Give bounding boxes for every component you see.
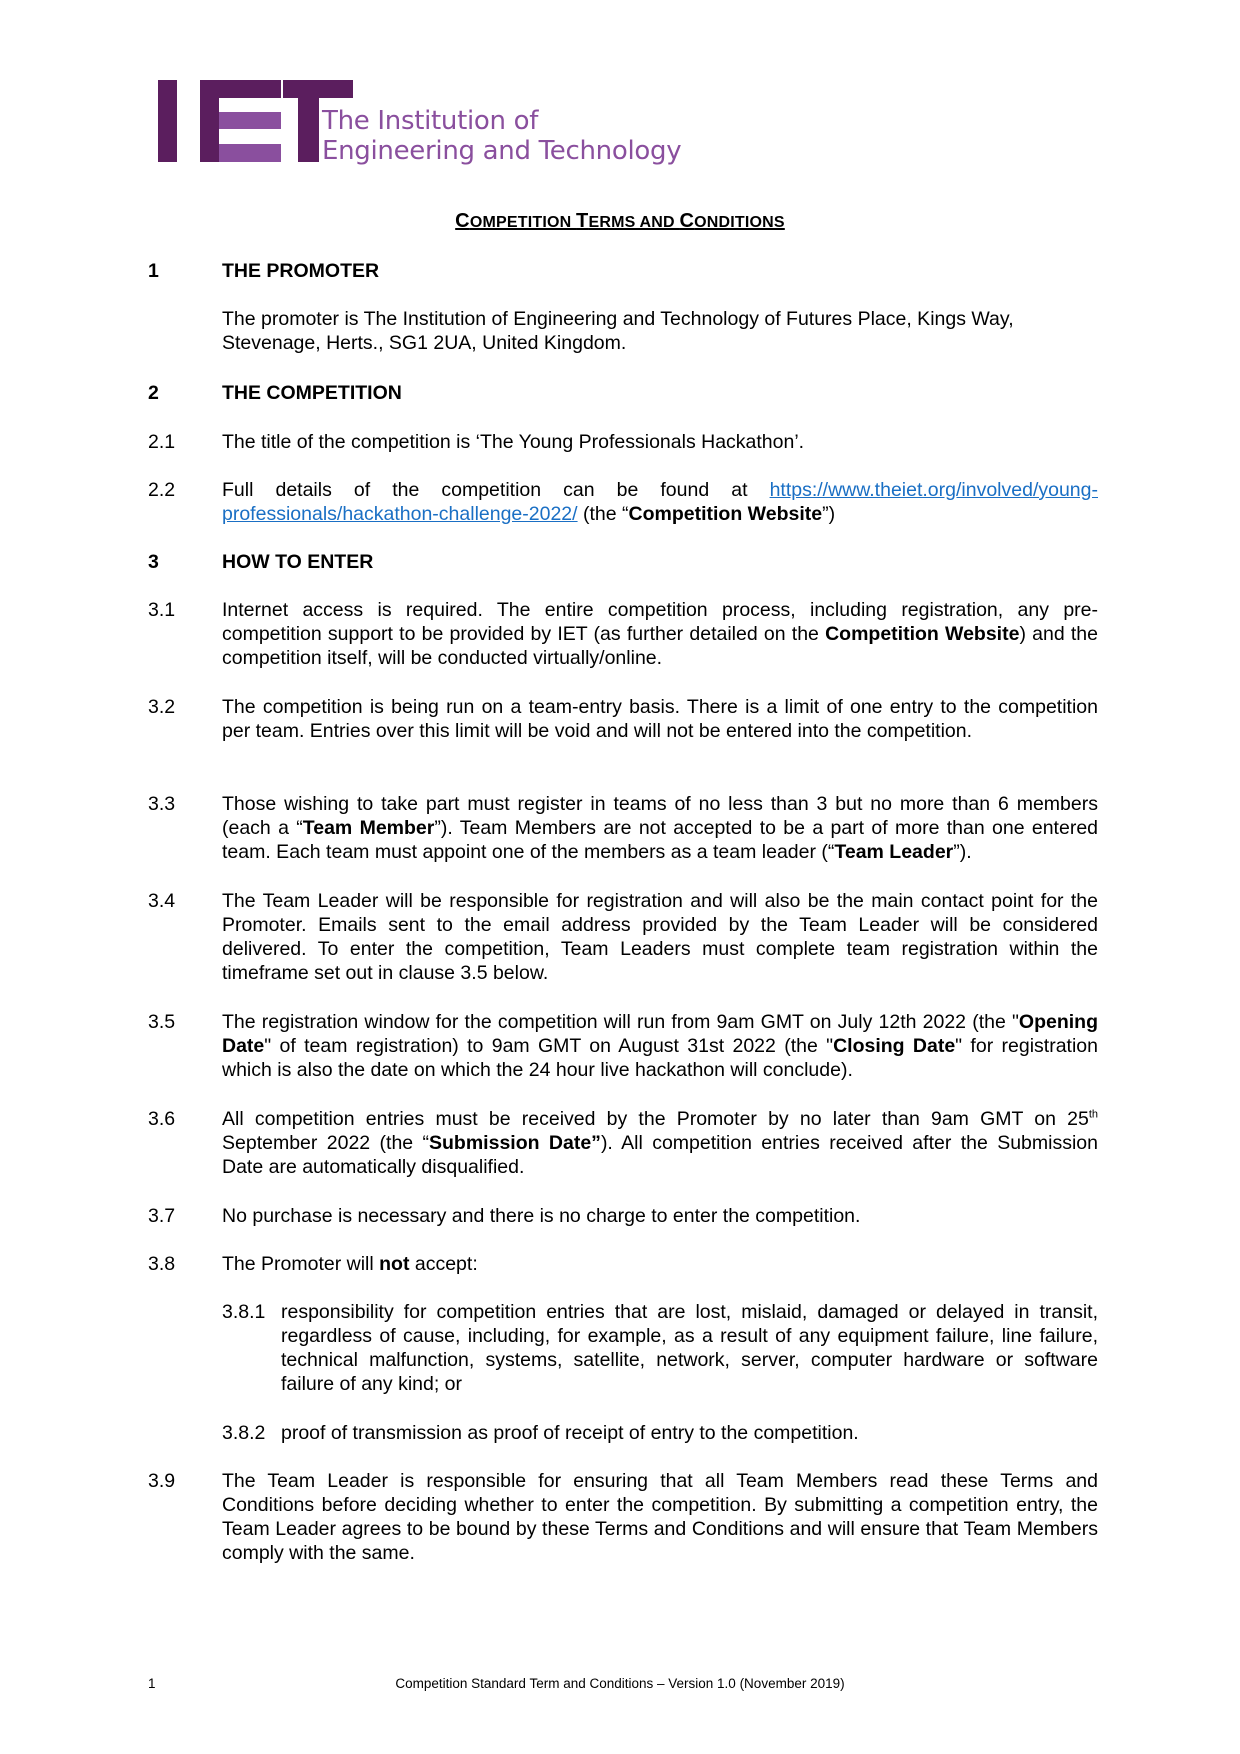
- clause-text: The promoter is The Institution of Engineering and Technology of Futures Place, Kings Way, Stevenage, Herts., SG1 2UA, United Kingdom.: [222, 308, 1014, 354]
- section-number: 2: [148, 382, 159, 404]
- logo-line-2: Engineering and Technology: [322, 136, 682, 166]
- clause-number: 2.2: [148, 479, 176, 501]
- clause-text: The Team Leader is responsible for ensuring that all Team Members read these Terms and Conditions before deciding whether to enter the competition. By submitting a competition entry, the Team Leader agrees to be bound by these Terms and Conditions and will ensure that Team Members comply with the same.: [222, 1470, 1098, 1564]
- clause-text: The competition is being run on a team-entry basis. There is a limit of one entry to the competition per team. Entries over this limit will be void and will not be entered into the competition.: [222, 696, 1098, 742]
- clause-number: 3.2: [148, 696, 176, 718]
- clause-text: Those wishing to take part must register in teams of no less than 3 but no more than 6 members (each a “Team Member”). Team Members are not accepted to be a part of more than one entered team. Each team must appoint one of the members as a team leader (“Team Leader”).: [222, 793, 1099, 863]
- clause-text: No purchase is necessary and there is no charge to enter the competition.: [222, 1205, 861, 1227]
- clause-number: 3.4: [148, 890, 176, 912]
- section-number: 3: [148, 551, 159, 573]
- logo-wordmark: [322, 106, 681, 166]
- clause-text: The Promoter will not accept:: [222, 1253, 478, 1275]
- clause-text: The title of the competition is ‘The Young Professionals Hackathon’.: [222, 431, 805, 453]
- clause-text: Full details of the competition can be found at https://www.theiet.org/involved/young-professionals/hackathon-challenge-2022/ (the “Competition Website”): [222, 479, 1098, 525]
- clause-number: 3.6: [148, 1108, 176, 1130]
- clause-text: All competition entries must be received by the Promoter by no later than 9am GMT on 25th September 2022 (the “Submission Date”). All competition entries received after the Submission Date are automatically disqualified.: [222, 1108, 1098, 1178]
- clause-number: 3.7: [148, 1205, 176, 1227]
- clause-text: The Team Leader will be responsible for registration and will also be the main contact point for the Promoter. Emails sent to the email address provided by the Team Leader will be considered delivered. To enter the competition, Team Leaders must complete team registration within the timeframe set out in clause 3.5 below.: [222, 890, 1098, 984]
- subclause-text: responsibility for competition entries that are lost, mislaid, damaged or delayed in transit, regardless of cause, including, for example, as a result of any equipment failure, line failure, technical malfunction, systems, satellite, network, server, computer hardware or software failure of any kind; or: [281, 1301, 1098, 1395]
- clause-number: 3.8: [148, 1253, 176, 1275]
- clause-number: 3.9: [148, 1470, 176, 1492]
- section-number: 1: [148, 260, 159, 282]
- footer-text: Competition Standard Term and Conditions – Version 1.0 (November 2019): [395, 1676, 845, 1691]
- subclause-number: 3.8.1: [222, 1301, 266, 1323]
- page-title: COMPETITION TERMS AND CONDITIONS: [455, 210, 785, 232]
- clause-text: The registration window for the competition will run from 9am GMT on July 12th 2022 (the "Opening Date" of team registration) to 9am GMT on August 31st 2022 (the "Closing Date" for registration which is also the date on which the 24 hour live hackathon will conclude).: [222, 1011, 1098, 1081]
- section-heading: HOW TO ENTER: [222, 551, 374, 573]
- clause-number: 3.1: [148, 599, 176, 621]
- subclause-number: 3.8.2: [222, 1422, 266, 1444]
- competition-website-link[interactable]: https://www.theiet.org/involved/young-professionals/hackathon-challenge-2022/: [222, 479, 1098, 525]
- subclause-text: proof of transmission as proof of receipt of entry to the competition.: [281, 1422, 859, 1444]
- section-heading: THE COMPETITION: [222, 382, 402, 404]
- section-heading: THE PROMOTER: [222, 260, 380, 282]
- page-number: 1: [148, 1676, 156, 1691]
- logo-line-1: The Institution of: [322, 106, 539, 136]
- clause-number: 3.5: [148, 1011, 176, 1033]
- clause-number: 2.1: [148, 431, 176, 453]
- clause-number: 3.3: [148, 793, 176, 815]
- clause-text: Internet access is required. The entire competition process, including registration, any pre-competition support to be provided by IET (as further detailed on the Competition Website) and the competition itself, will be conducted virtually/online.: [222, 599, 1098, 669]
